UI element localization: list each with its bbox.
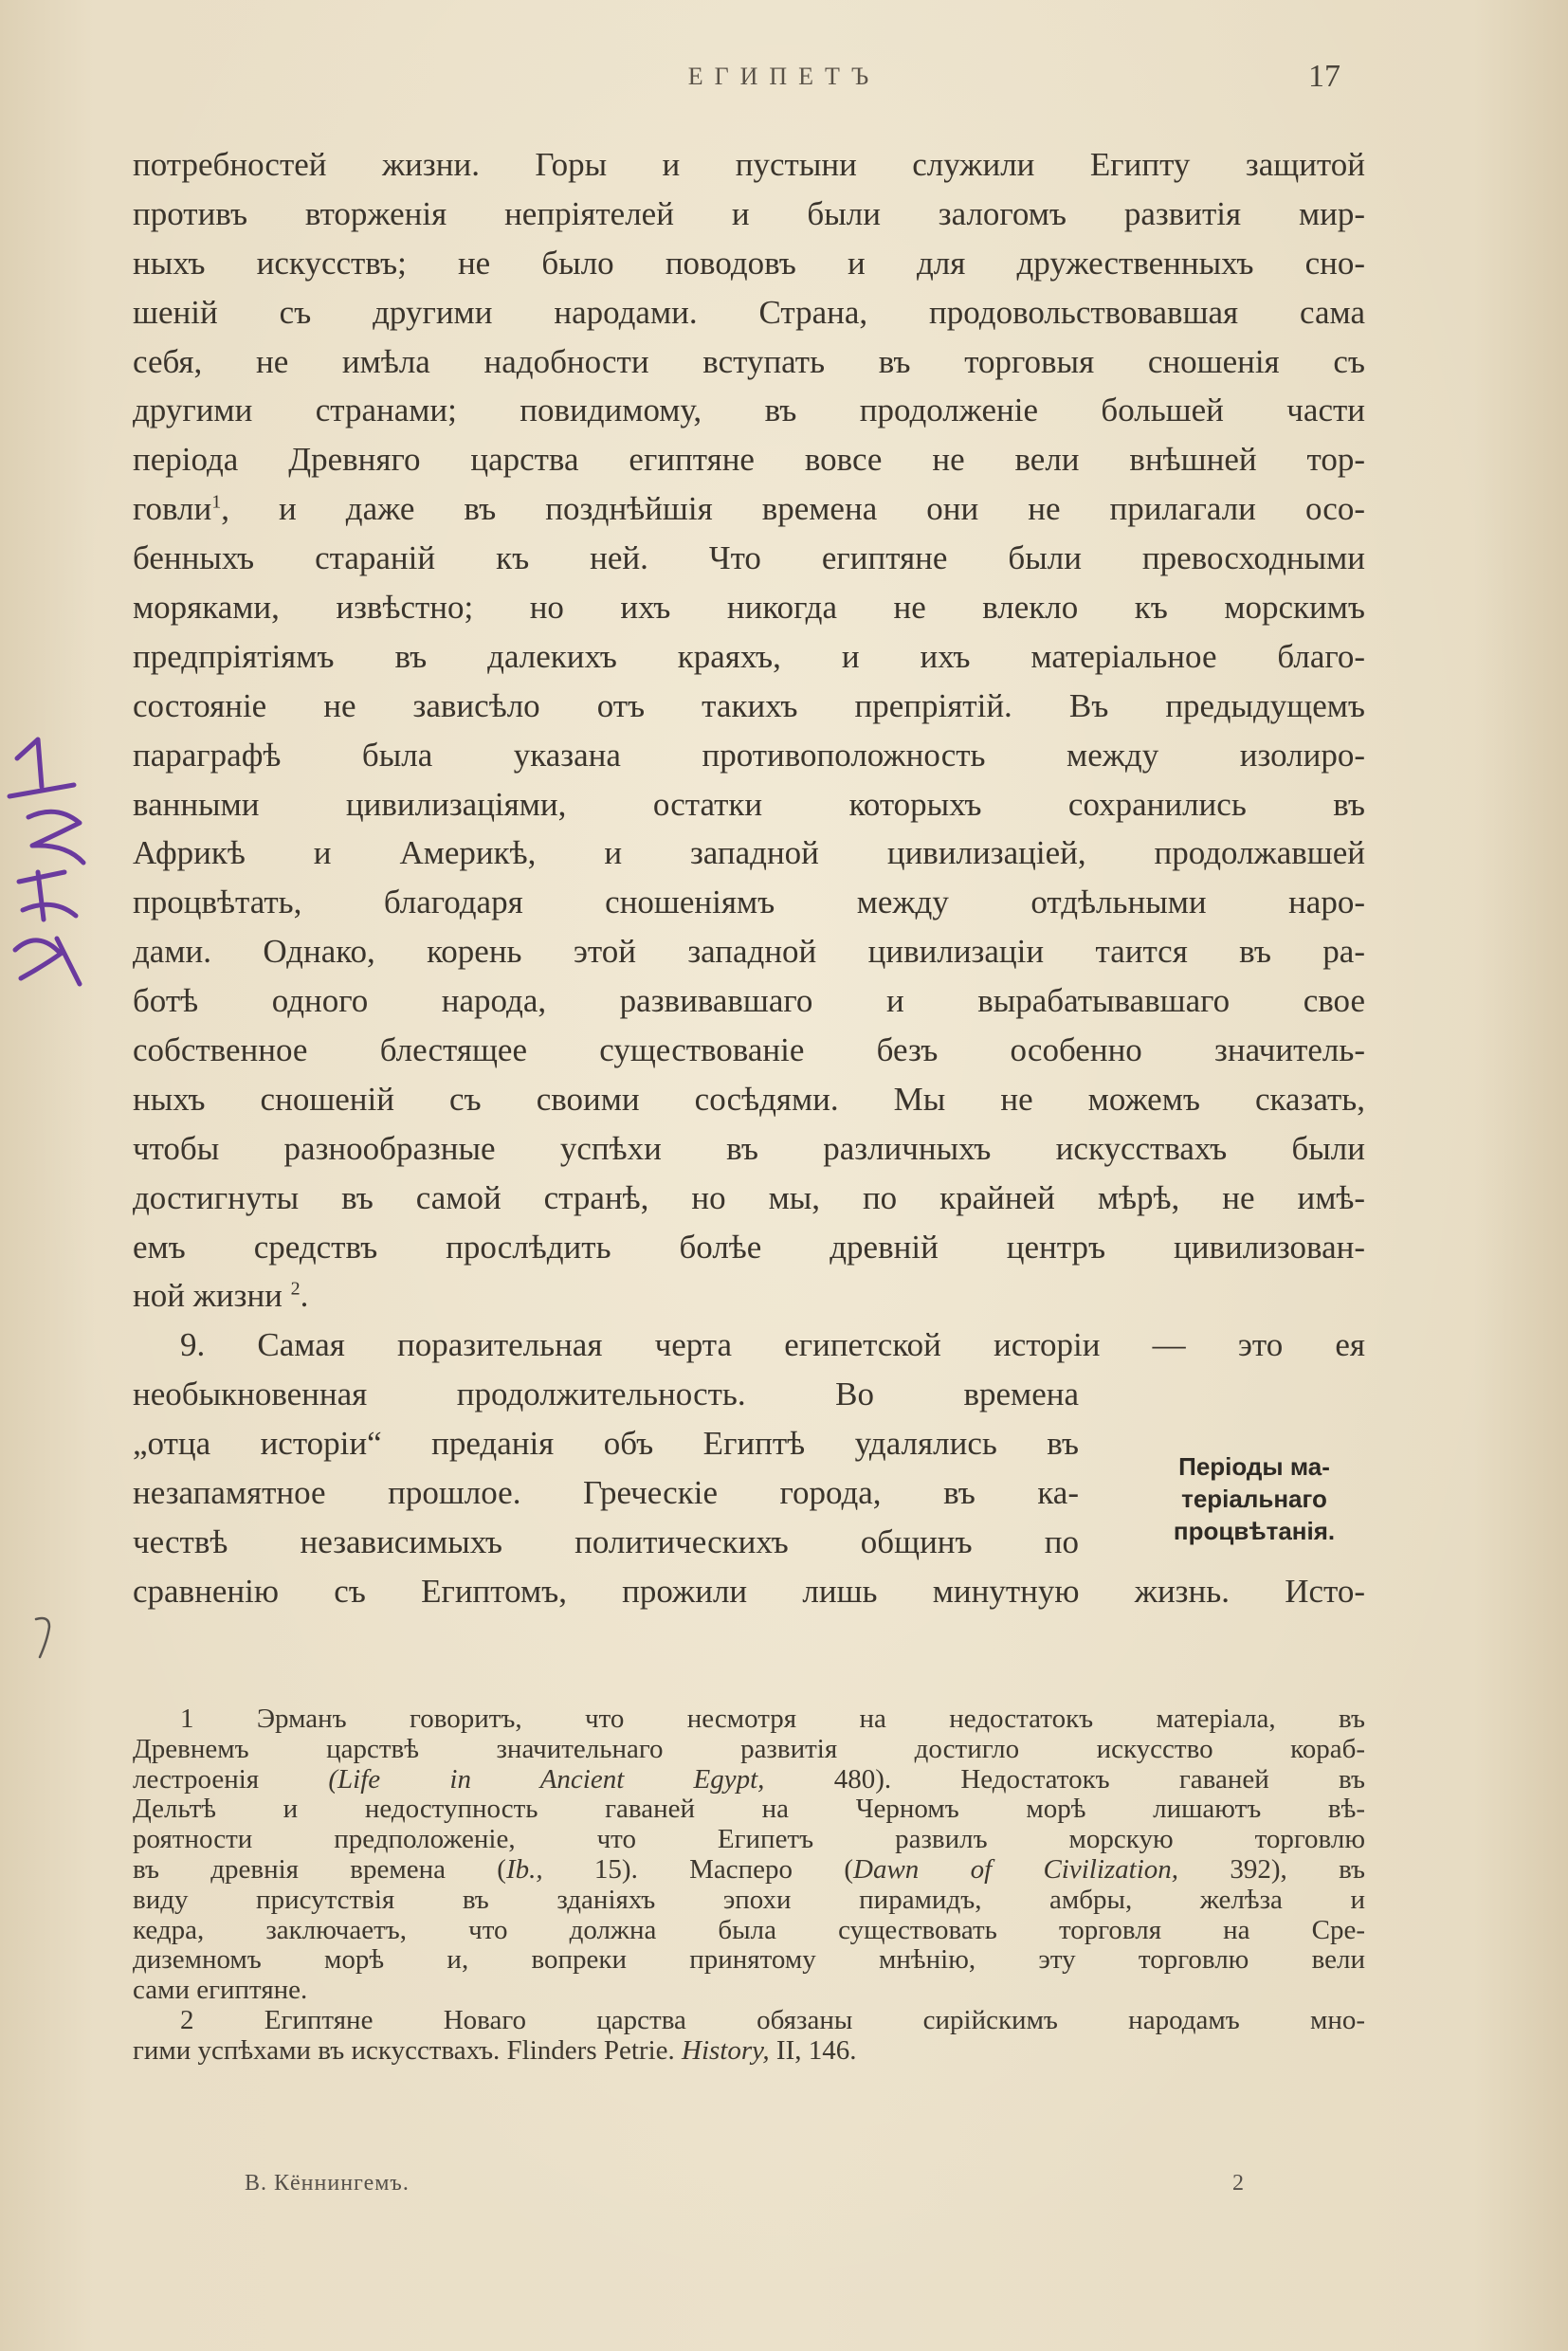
footnote-1-line: сами египтяне. — [133, 1975, 308, 2006]
text-fragment: въ древнія времена ( — [133, 1853, 506, 1885]
pencil-mark — [28, 1612, 57, 1668]
text-line: емъ средствъ прослѣдить болѣе древній центръ цивилизован- — [133, 1228, 1365, 1266]
text-line: бенныхъ стараній къ ней. Что египтяне были превосходными — [133, 539, 1365, 577]
text-line: ныхъ искусствъ; не было поводовъ и для дружественныхъ сно- — [133, 244, 1365, 282]
text-line: необыкновенная продолжительность. Во времена — [133, 1376, 1079, 1413]
footnote-2-line: 2 Египтяне Новаго царства обязаны сирійскимъ народамъ мно- — [180, 2004, 1365, 2035]
text-fragment: 392), въ — [1230, 1853, 1366, 1885]
text-line: собственное блестящее существованіе безъ особенно значитель- — [133, 1031, 1365, 1069]
text-line: дами. Однако, корень этой западной цивилизаціи таится въ ра- — [133, 933, 1365, 971]
footnote-1-line: 1 Эрманъ говоритъ, что несмотря на недостатокъ матеріала, въ — [180, 1704, 1365, 1734]
text-fragment: II, 146. — [775, 2034, 857, 2066]
text-line: Африкѣ и Америкѣ, и западной цивилизаціей, продолжавшей — [133, 834, 1365, 872]
footnote-1-line — [133, 1765, 1365, 1795]
text-line — [133, 484, 1365, 534]
text-line: моряками, извѣстно; но ихъ никогда не влекло къ морскимъ — [133, 589, 1365, 627]
footnote-1-line: Древнемъ царствѣ значительнаго развитія достигло искусство кораб- — [133, 1733, 1365, 1764]
text-line — [133, 1271, 1365, 1321]
footnote-ref-1[interactable]: 1 — [211, 491, 222, 513]
text-line: ботѣ одного народа, развивавшаго и вырабатывавшаго свое — [133, 982, 1365, 1020]
text-fragment: , и даже въ позднѣйшія времена они не прилагали осо- — [221, 490, 1365, 528]
margin-note-line: процвѣтанія. — [1173, 1517, 1336, 1545]
text-line: „отца исторіи“ преданія объ Египтѣ удалялись въ — [133, 1425, 1079, 1463]
citation-title: (Life in Ancient Egypt, — [328, 1763, 765, 1795]
text-line: предпріятіямъ въ далекихъ краяхъ, и ихъ матеріальное благо- — [133, 637, 1365, 675]
footnote-1-line: Дельтѣ и недоступность гаваней на Черномъ морѣ лишаютъ вѣ- — [133, 1794, 1365, 1825]
citation-title: History, — [682, 2034, 770, 2066]
footnote-2-line — [133, 2036, 1365, 2067]
signature-mark: 2 — [1232, 2171, 1244, 2196]
text-line: параграфѣ была указана противоположность между изолиро- — [133, 736, 1365, 774]
paragraph-9-start: 9. Самая поразительная черта египетской исторіи — это ея — [180, 1326, 1365, 1364]
footnote-1-line — [133, 1855, 1365, 1886]
text-line: себя, не имѣла надобности вступать въ торговыя сношенія съ — [133, 342, 1365, 380]
page-number: 17 — [1308, 59, 1340, 94]
footnote-1-line: диземномъ морѣ и, вопреки принятому мнѣнію, эту торговлю вели — [133, 1944, 1365, 1976]
text-fragment: . — [300, 1277, 309, 1315]
body-text — [133, 140, 1365, 1616]
running-head-title: ЕГИПЕТЪ — [687, 63, 881, 90]
text-line: незапамятное прошлое. Греческіе города, въ ка- — [133, 1474, 1079, 1512]
text-fragment: говли — [133, 490, 212, 528]
text-line: потребностей жизни. Горы и пустыни служили Египту защитой — [133, 146, 1365, 183]
citation-title: Dawn of Civilization, — [853, 1853, 1179, 1885]
footnote-1-line: кедра, заключаетъ, что должна была существовать торговля на Сре- — [133, 1914, 1365, 1945]
text-line: чествѣ независимыхъ политическихъ общинъ по — [133, 1522, 1079, 1560]
handwritten-margin-annotation — [0, 730, 104, 1014]
text-line: состояніе не зависѣло отъ такихъ препріятій. Въ предыдущемъ — [133, 686, 1365, 724]
text-line: достигнуты въ самой странѣ, но мы, по крайней мѣрѣ, не имѣ- — [133, 1178, 1365, 1216]
citation-title: Ib., — [505, 1853, 543, 1885]
text-line: шеній съ другими народами. Страна, продовольствовавшая сама — [133, 293, 1365, 331]
signature-author: В. Кённингемъ. — [245, 2171, 410, 2196]
text-fragment: гими успѣхами въ искусствахъ. Flinders Petrie. — [133, 2034, 675, 2066]
margin-note-line: Періоды ма- — [1178, 1452, 1330, 1481]
text-line: ванными цивилизаціями, остатки которыхъ сохранились въ — [133, 785, 1365, 823]
footnote-1-line: роятности предположеніе, что Египетъ развилъ морскую торговлю — [133, 1824, 1365, 1855]
text-line: противъ вторженія непріятелей и были залогомъ развитія мир- — [133, 194, 1365, 232]
text-fragment: ной жизни — [133, 1277, 283, 1315]
running-head — [0, 59, 1568, 97]
text-fragment: 480). Недостатокъ гаваней въ — [833, 1763, 1365, 1795]
margin-note — [1145, 1450, 1363, 1547]
text-fragment: лестроенія — [133, 1763, 260, 1795]
footnotes — [133, 1704, 1365, 2067]
footnote-ref-2[interactable]: 2 — [290, 1278, 301, 1300]
text-fragment: 15). Масперо ( — [593, 1853, 854, 1885]
footnote-1-line: виду присутствія въ зданіяхъ эпохи пирамидъ, амбры, желѣза и — [133, 1884, 1365, 1915]
text-line: чтобы разнообразные успѣхи въ различныхъ искусствахъ были — [133, 1129, 1365, 1167]
text-line: періода Древняго царства египтяне вовсе не вели внѣшней тор- — [133, 441, 1365, 479]
text-line: другими странами; повидимому, въ продолженіе большей части — [133, 392, 1365, 429]
text-line: процвѣтать, благодаря сношеніямъ между отдѣльными наро- — [133, 884, 1365, 921]
text-line: ныхъ сношеній съ своими сосѣдями. Мы не можемъ сказать, — [133, 1080, 1365, 1118]
text-line: сравненію съ Египтомъ, прожили лишь минутную жизнь. Исто- — [133, 1572, 1365, 1610]
margin-note-line: теріальнаго — [1181, 1485, 1327, 1513]
